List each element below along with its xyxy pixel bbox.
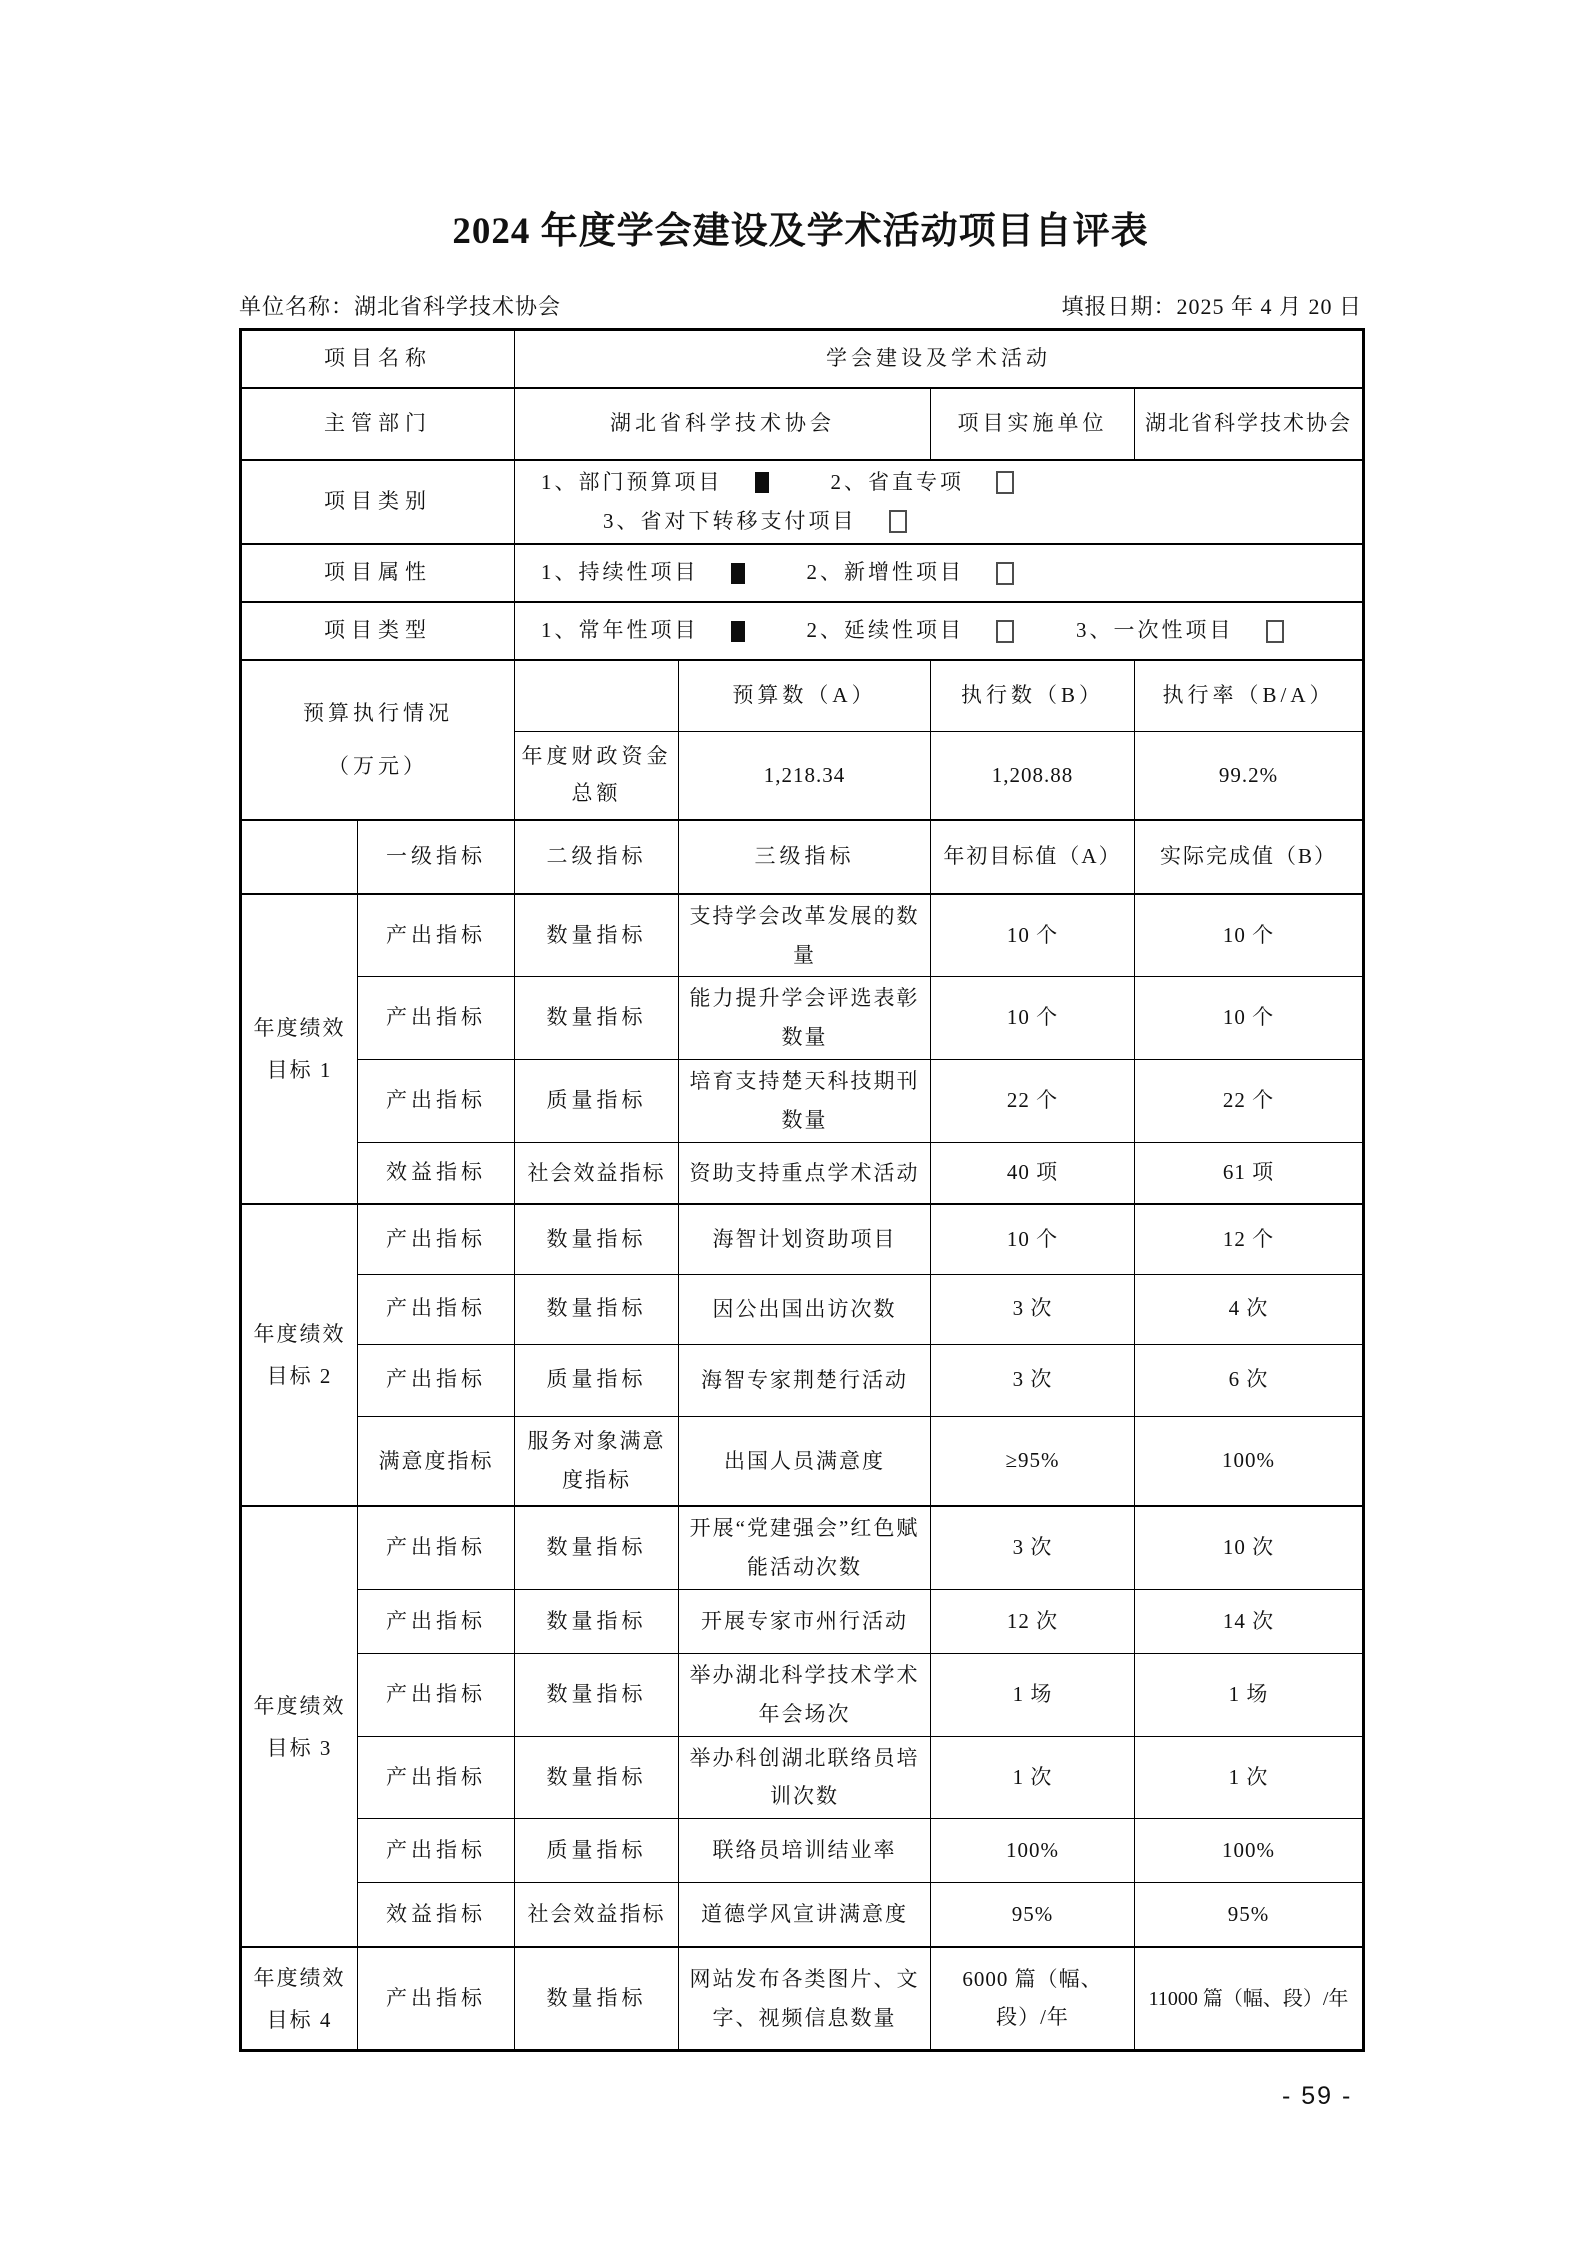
option-label: 2、延续性项目 (806, 618, 964, 643)
group-label-line1: 年度绩效 (253, 1965, 346, 1990)
cell-level2: 数量指标 (515, 1204, 679, 1274)
self-evaluation-table (239, 328, 1365, 2052)
row-label-cell: 项目属性 (241, 544, 515, 602)
cell-indicator-name: 道德学风宣讲满意度 (679, 1883, 931, 1947)
cell-level1: 产出指标 (358, 894, 515, 977)
cell-level2: 数量指标 (515, 894, 679, 977)
row-label-cell: 项目类别 (241, 460, 515, 544)
cell-actual-value: 12 个 (1135, 1204, 1364, 1274)
cell-target-value: 3 次 (931, 1274, 1135, 1344)
checkbox-icon (755, 472, 769, 493)
cell-level1: 产出指标 (358, 1947, 515, 2051)
cell-level1: 产出指标 (358, 1204, 515, 1274)
cell-target-value: 100% (931, 1819, 1135, 1883)
cell-level2: 数量指标 (515, 1274, 679, 1344)
table-row (241, 660, 1364, 732)
option-label: 1、持续性项目 (541, 560, 699, 585)
checkbox-icon (996, 471, 1014, 494)
cell-indicator-name: 能力提升学会评选表彰数量 (679, 977, 931, 1060)
rate-value-cell: 99.2% (1135, 732, 1364, 820)
table-row (241, 1060, 1364, 1143)
option-item (603, 503, 907, 541)
group-label-line2: 目标 2 (266, 1364, 333, 1389)
cell-level2: 质量指标 (515, 1060, 679, 1143)
cell-indicator-name: 开展“党建强会”红色赋能活动次数 (679, 1506, 931, 1589)
cell-target-value: 10 个 (931, 977, 1135, 1060)
cell-level2: 数量指标 (515, 1653, 679, 1736)
option-item (541, 612, 745, 650)
group-label-line2: 目标 1 (266, 1057, 333, 1082)
table-row (241, 1204, 1364, 1274)
cell-level1: 产出指标 (358, 1344, 515, 1416)
cell-indicator-name: 资助支持重点学术活动 (679, 1142, 931, 1204)
option-label: 3、一次性项目 (1076, 618, 1234, 643)
option-label: 2、省直专项 (830, 469, 964, 494)
cell-target-value: 1 场 (931, 1653, 1135, 1736)
unit-name-label: 单位名称：湖北省科学技术协会 (239, 294, 562, 319)
attribute-options-cell (515, 544, 1364, 602)
cell-actual-value: 22 个 (1135, 1060, 1364, 1143)
option-item (541, 464, 769, 502)
checkbox-icon (889, 510, 907, 533)
option-item (807, 554, 1015, 592)
cell-actual-value: 100% (1135, 1416, 1364, 1506)
table-row (241, 388, 1364, 460)
row-label-cell: 主管部门 (241, 388, 515, 460)
table-row (241, 1344, 1364, 1416)
table-row (241, 1416, 1364, 1506)
cell-level2: 数量指标 (515, 1506, 679, 1589)
table-row (241, 460, 1364, 544)
group-label-line1: 年度绩效 (253, 1693, 346, 1718)
dept-value: 湖北省科学技术协会 (515, 388, 931, 460)
exec-value-cell: 1,208.88 (931, 732, 1135, 820)
cell-target-value: 40 项 (931, 1142, 1135, 1204)
group-label-line2: 目标 4 (266, 2007, 333, 2032)
cell-level1: 产出指标 (358, 1589, 515, 1653)
cell-level2: 社会效益指标 (515, 1883, 679, 1947)
table-row (241, 330, 1364, 388)
cell-actual-value: 95% (1135, 1883, 1364, 1947)
option-item (831, 464, 1015, 502)
project-name-value: 学会建设及学术活动 (515, 330, 1364, 388)
cell-target-value: 95% (931, 1883, 1135, 1947)
cell-level1: 效益指标 (358, 1883, 515, 1947)
report-date-label: 填报日期：2025 年 4 月 20 日 (1061, 294, 1362, 319)
impl-unit-label: 项目实施单位 (931, 388, 1135, 460)
cell-actual-value: 1 场 (1135, 1653, 1364, 1736)
cell-level2: 数量指标 (515, 977, 679, 1060)
cell-target-value: 6000 篇（幅、段）/年 (931, 1947, 1135, 2051)
cell-actual-value: 100% (1135, 1819, 1364, 1883)
table-row (241, 602, 1364, 660)
option-item (807, 612, 1015, 650)
option-item (541, 554, 745, 592)
table-row (241, 894, 1364, 977)
cell-level1: 产出指标 (358, 977, 515, 1060)
exec-header-cell: 执行数（B） (931, 660, 1135, 732)
page-title: 2024 年度学会建设及学术活动项目自评表 (452, 211, 1149, 252)
budget-label-line1: 预算执行情况 (303, 701, 453, 726)
cell-target-value: ≥95% (931, 1416, 1135, 1506)
cell-indicator-name: 海智计划资助项目 (679, 1204, 931, 1274)
empty-cell (241, 820, 358, 894)
cell-target-value: 10 个 (931, 1204, 1135, 1274)
indicator-header-cell: 一级指标 (358, 820, 515, 894)
row-label-cell: 项目类型 (241, 602, 515, 660)
group-label-cell (241, 1506, 358, 1947)
group-label-cell (241, 1947, 358, 2051)
group-label-line1: 年度绩效 (253, 1015, 346, 1040)
checkbox-icon (1266, 620, 1284, 643)
option-label: 3、省对下转移支付项目 (603, 508, 857, 533)
cell-target-value: 3 次 (931, 1506, 1135, 1589)
cell-level2: 社会效益指标 (515, 1142, 679, 1204)
cell-level1: 产出指标 (358, 1274, 515, 1344)
cell-target-value: 10 个 (931, 894, 1135, 977)
cell-target-value: 3 次 (931, 1344, 1135, 1416)
cell-actual-value: 4 次 (1135, 1274, 1364, 1344)
indicator-header-cell: 实际完成值（B） (1135, 820, 1364, 894)
rate-header-cell: 执行率（B/A） (1135, 660, 1364, 732)
cell-indicator-name: 出国人员满意度 (679, 1416, 931, 1506)
cell-level2: 质量指标 (515, 1819, 679, 1883)
cell-indicator-name: 联络员培训结业率 (679, 1819, 931, 1883)
cell-indicator-name: 培育支持楚天科技期刊数量 (679, 1060, 931, 1143)
cell-level1: 满意度指标 (358, 1416, 515, 1506)
table-row (241, 1142, 1364, 1204)
budget-value-cell: 1,218.34 (679, 732, 931, 820)
table-row (241, 1947, 1364, 2051)
checkbox-icon (996, 562, 1014, 585)
budget-row-label: 年度财政资金总额 (515, 732, 679, 820)
budget-header-cell: 预算数（A） (679, 660, 931, 732)
table-row (241, 820, 1364, 894)
cell-level2: 质量指标 (515, 1344, 679, 1416)
category-options-cell (515, 460, 1364, 544)
cell-level2: 数量指标 (515, 1947, 679, 2051)
indicator-header-cell: 年初目标值（A） (931, 820, 1135, 894)
table-row (241, 1274, 1364, 1344)
table-row (241, 1589, 1364, 1653)
cell-indicator-name: 海智专家荆楚行活动 (679, 1344, 931, 1416)
meta-row (239, 290, 1362, 321)
cell-indicator-name: 举办湖北科学技术学术年会场次 (679, 1653, 931, 1736)
cell-indicator-name: 支持学会改革发展的数量 (679, 894, 931, 977)
cell-target-value: 1 次 (931, 1736, 1135, 1819)
empty-cell (515, 660, 679, 732)
cell-target-value: 12 次 (931, 1589, 1135, 1653)
cell-level1: 产出指标 (358, 1506, 515, 1589)
cell-actual-value: 6 次 (1135, 1344, 1364, 1416)
table-row (241, 544, 1364, 602)
cell-level1: 效益指标 (358, 1142, 515, 1204)
budget-section-label (241, 660, 515, 820)
checkbox-icon (731, 563, 745, 584)
table-row (241, 1819, 1364, 1883)
table-row (241, 977, 1364, 1060)
page-number: - 59 - (1282, 2082, 1353, 2110)
indicator-header-cell: 三级指标 (679, 820, 931, 894)
table-row (241, 1506, 1364, 1589)
group-label-line2: 目标 3 (266, 1735, 333, 1760)
option-label: 1、常年性项目 (541, 618, 699, 643)
cell-actual-value: 10 次 (1135, 1506, 1364, 1589)
cell-indicator-name: 因公出国出访次数 (679, 1274, 931, 1344)
cell-level1: 产出指标 (358, 1060, 515, 1143)
indicator-header-cell: 二级指标 (515, 820, 679, 894)
cell-level2: 数量指标 (515, 1736, 679, 1819)
cell-actual-value: 61 项 (1135, 1142, 1364, 1204)
cell-level2: 服务对象满意度指标 (515, 1416, 679, 1506)
table-row (241, 1736, 1364, 1819)
type-options-cell (515, 602, 1364, 660)
cell-indicator-name: 网站发布各类图片、文字、视频信息数量 (679, 1947, 931, 2051)
cell-indicator-name: 开展专家市州行活动 (679, 1589, 931, 1653)
cell-actual-value: 10 个 (1135, 977, 1364, 1060)
table-row (241, 1653, 1364, 1736)
row-label-cell: 项目名称 (241, 330, 515, 388)
table-row (241, 1883, 1364, 1947)
cell-actual-value: 10 个 (1135, 894, 1364, 977)
impl-unit-value: 湖北省科学技术协会 (1135, 388, 1364, 460)
cell-actual-value: 14 次 (1135, 1589, 1364, 1653)
cell-level2: 数量指标 (515, 1589, 679, 1653)
checkbox-icon (731, 621, 745, 642)
cell-target-value: 22 个 (931, 1060, 1135, 1143)
option-label: 2、新增性项目 (806, 560, 964, 585)
cell-level1: 产出指标 (358, 1819, 515, 1883)
cell-actual-value: 11000 篇（幅、段）/年 (1135, 1947, 1364, 2051)
group-label-cell (241, 1204, 358, 1506)
cell-indicator-name: 举办科创湖北联络员培训次数 (679, 1736, 931, 1819)
budget-label-line2: （万元） (328, 753, 428, 778)
checkbox-icon (996, 620, 1014, 643)
option-item (1076, 612, 1284, 650)
cell-level1: 产出指标 (358, 1653, 515, 1736)
group-label-cell (241, 894, 358, 1205)
option-label: 1、部门预算项目 (541, 469, 723, 494)
group-label-line1: 年度绩效 (253, 1322, 346, 1347)
cell-actual-value: 1 次 (1135, 1736, 1364, 1819)
cell-level1: 产出指标 (358, 1736, 515, 1819)
